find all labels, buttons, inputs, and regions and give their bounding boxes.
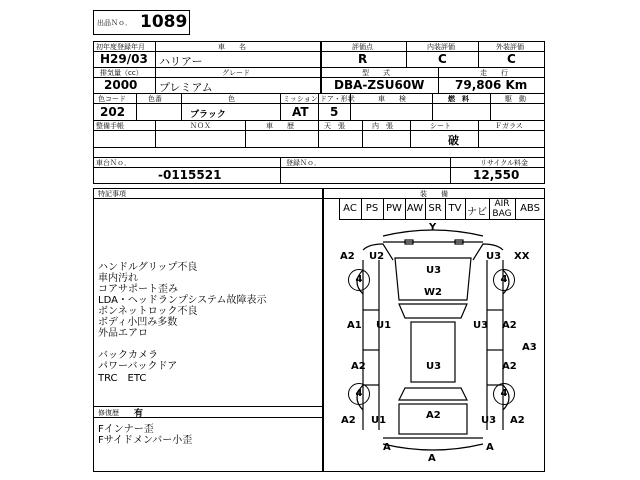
interior-value: C — [438, 52, 447, 66]
note-line: パワーバックドア — [98, 361, 178, 372]
nox-label: ＮＯＸ — [190, 122, 211, 130]
damage-u1-b: U1 — [371, 415, 387, 426]
recycle-label: リサイクル料金 — [480, 159, 529, 167]
score-value: R — [358, 52, 368, 66]
equip-aw: AW — [406, 203, 424, 214]
history-label: 車 歴 — [266, 122, 294, 130]
damage-a2-rr: A2 — [502, 361, 517, 372]
inspection-label: 車 検 — [378, 95, 406, 103]
damage-a2-br: A2 — [510, 415, 525, 426]
equip-tv: TV — [448, 203, 462, 214]
equip-abs: ABS — [520, 203, 540, 214]
note-line: コアサポート歪み — [98, 284, 178, 295]
damage-xx: XX — [514, 251, 530, 262]
tire-fr: 4 — [493, 269, 515, 291]
doors-label: ドア・形状 — [320, 95, 355, 103]
drive-label: 駆 動 — [505, 95, 526, 103]
color-code-value: 202 — [100, 105, 126, 119]
damage-w2: W2 — [424, 287, 442, 298]
color-value: ブラック — [190, 110, 226, 120]
damage-a-bottom: A — [428, 453, 436, 464]
damage-a2-back: A2 — [426, 410, 441, 421]
note-line: 車内汚れ — [98, 273, 138, 284]
damage-a2-r: A2 — [502, 320, 517, 331]
equip-airbag: AIR BAG — [492, 199, 512, 219]
mission-value: AT — [292, 105, 309, 119]
repair-note: Fインナー歪 — [98, 424, 154, 435]
lot-label: 出品Ｎｏ． — [97, 19, 132, 27]
damage-u3-r: U3 — [473, 320, 489, 331]
damage-a2-fl: A2 — [340, 251, 355, 262]
doors-value: 5 — [330, 105, 339, 119]
reg-no-label: 登録Ｎｏ． — [286, 159, 321, 167]
seat-label: シート — [430, 122, 451, 130]
damage-u3-br: U3 — [481, 415, 497, 426]
mission-label: ミッション — [283, 95, 318, 103]
chassis-value: -0115521 — [158, 168, 222, 182]
chassis-label: 車台Ｎｏ． — [96, 159, 131, 167]
grade-value: プレミアム — [159, 81, 213, 94]
equip-pw: PW — [386, 203, 402, 214]
equipment-label: 装 備 — [420, 190, 448, 198]
interior2-value: 破 — [448, 134, 459, 147]
damage-u3-hood: U3 — [426, 265, 442, 276]
equip-ps: PS — [365, 203, 379, 214]
damage-a1-l: A1 — [347, 320, 362, 331]
note-line: 外品エアロ — [98, 328, 148, 339]
damage-a-r: A — [486, 442, 494, 453]
note-line: ボディ小凹み多数 — [98, 317, 178, 328]
sunroof-label: 天 張 — [324, 122, 345, 130]
damage-a2-bl: A2 — [341, 415, 356, 426]
model-label: 型 式 — [362, 69, 390, 77]
tire-fl: 4 — [348, 269, 370, 291]
equip-navi: ナビ — [467, 207, 487, 218]
mileage-value: 79,806 Km — [455, 78, 528, 92]
damage-y: Y — [429, 222, 437, 233]
damage-a2-rl: A2 — [351, 361, 366, 372]
damage-a3: A3 — [522, 342, 537, 353]
manual-label: 整備手帳 — [96, 122, 124, 130]
interior-label: 内装評価 — [427, 43, 455, 51]
tire-rl: 4 — [348, 383, 370, 405]
repair-note: Fサイドメンバー小歪 — [98, 435, 193, 446]
score-label: 評価点 — [352, 43, 373, 51]
lot-number: 1089 — [140, 12, 188, 32]
damage-u2-f: U2 — [369, 251, 385, 262]
exterior-label: 外装評価 — [496, 43, 524, 51]
equip-sr: SR — [428, 203, 442, 214]
car-diagram — [323, 220, 545, 472]
repair-label: 修復歴 — [98, 409, 119, 417]
damage-u1-l: U1 — [376, 320, 392, 331]
grade-label: グレード — [222, 69, 250, 77]
note-line: LDA・ヘッドランプシステム故障表示 — [98, 295, 267, 306]
mileage-label: 走 行 — [480, 69, 508, 77]
color-code-label: 色コード — [98, 95, 126, 103]
note-line: TRC ETC — [98, 373, 147, 384]
model-value: DBA-ZSU60W — [334, 78, 425, 92]
fglass-label: Ｆガラス — [495, 122, 523, 130]
note-line: ハンドルグリップ不良 — [98, 262, 198, 273]
equip-ac: AC — [343, 203, 357, 214]
recycle-value: 12,550 — [473, 168, 520, 182]
color-label: 色 — [228, 95, 235, 103]
fuel-label: 燃 料 — [448, 95, 469, 103]
note-line: ボンネットロック不良 — [98, 306, 198, 317]
displacement-label: 排気量（cc） — [100, 69, 143, 77]
first-reg-label: 初年度登録年月 — [96, 43, 145, 51]
car-name-label: 車 名 — [218, 43, 246, 51]
damage-u3-fr: U3 — [486, 251, 502, 262]
first-reg-value: H29/03 — [100, 52, 148, 66]
note-line: バックカメラ — [98, 350, 158, 361]
notes-label: 特記事項 — [98, 190, 126, 198]
repair-value: 有 — [134, 409, 144, 419]
damage-a-l: A — [383, 442, 391, 453]
car-name-value: ハリアー — [159, 55, 203, 68]
exterior-value: C — [507, 52, 516, 66]
tire-rr: 4 — [493, 383, 515, 405]
displacement-value: 2000 — [104, 78, 138, 92]
color-no-label: 色番 — [148, 95, 162, 103]
interior2-label: 内 張 — [372, 122, 393, 130]
damage-u3-roof: U3 — [426, 361, 442, 372]
